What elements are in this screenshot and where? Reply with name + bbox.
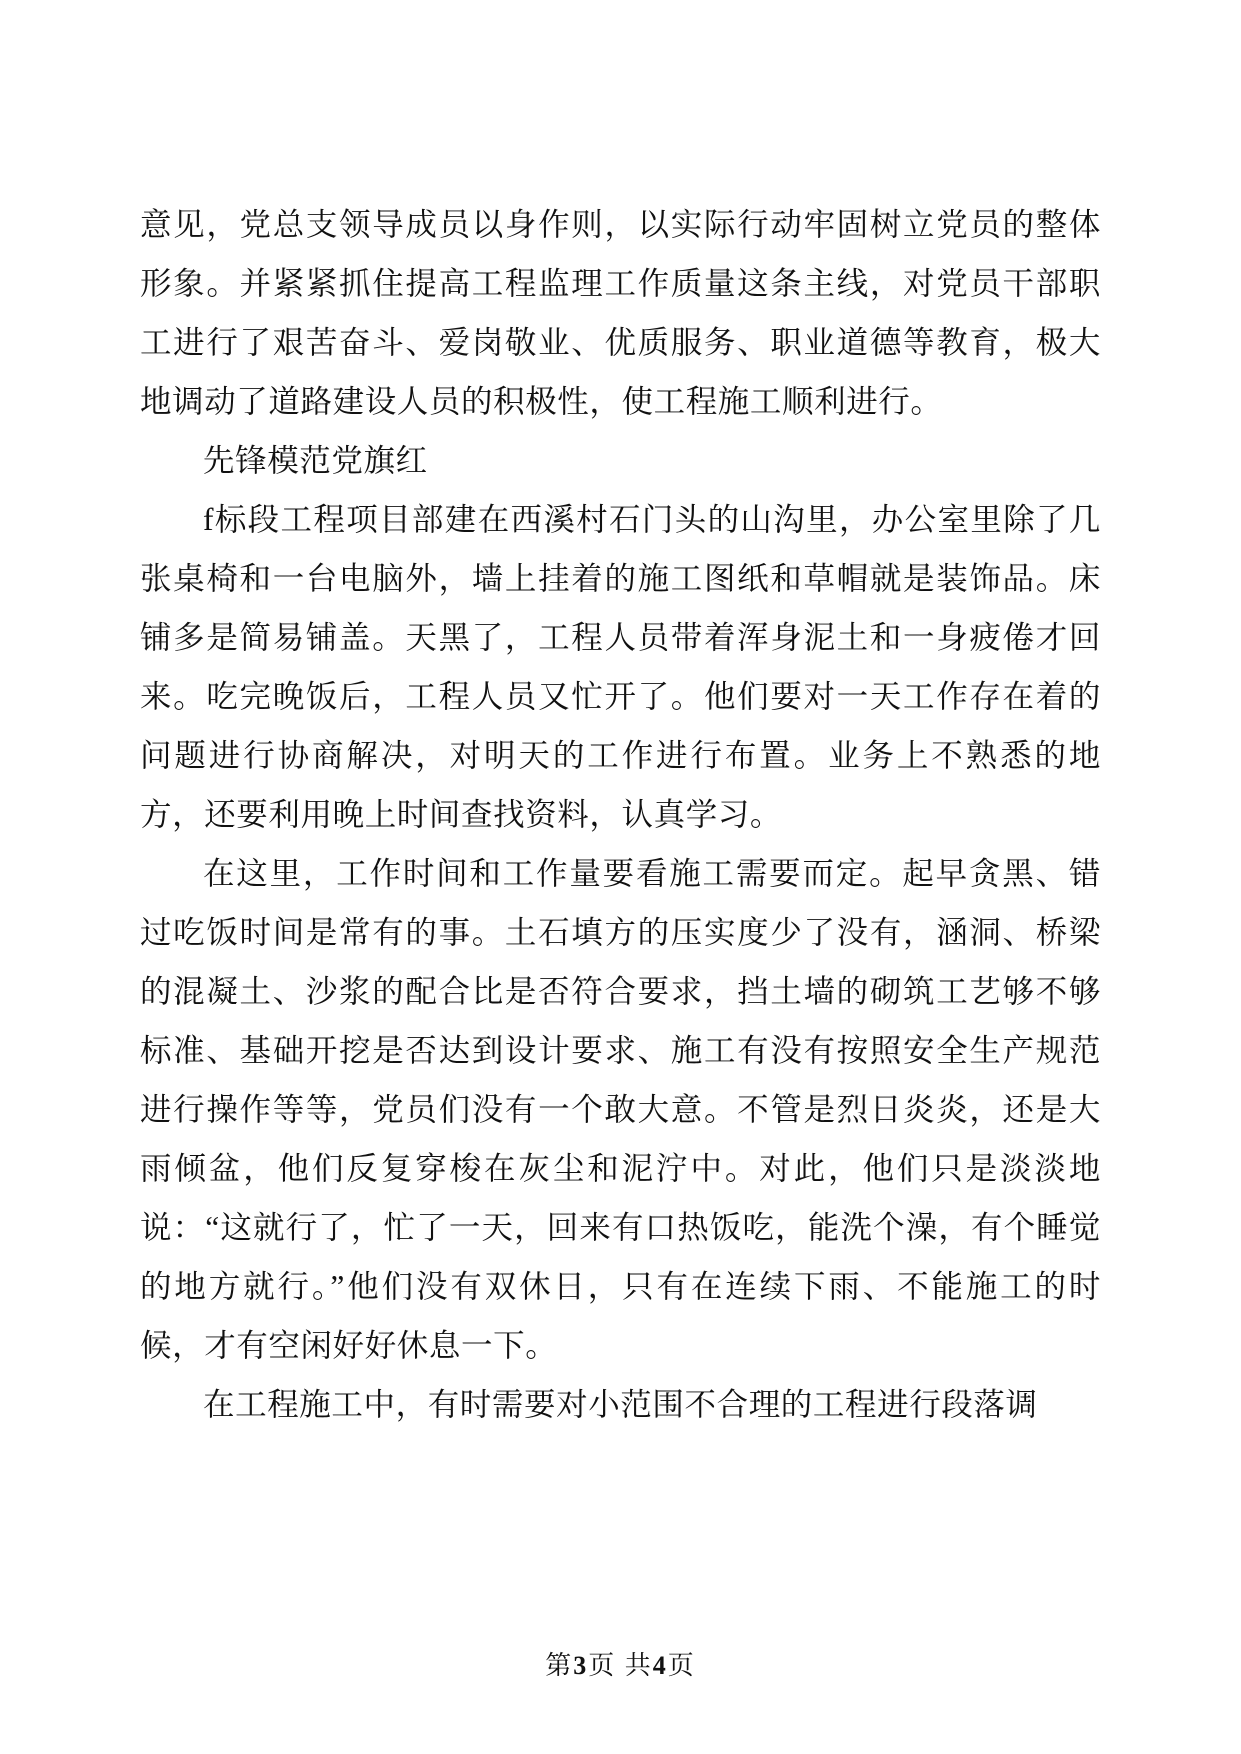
footer-total-pages: 4 bbox=[652, 1651, 668, 1680]
page-footer bbox=[0, 1645, 1241, 1682]
footer-middle: 页 共 bbox=[588, 1651, 653, 1680]
footer-suffix: 页 bbox=[667, 1651, 696, 1680]
paragraph-1: 意见，党总支领导成员以身作则，以实际行动牢固树立党员的整体形象。并紧紧抓住提高工程监理工作质量这条主线，对党员干部职工进行了艰苦奋斗、爱岗敬业、优质服务、职业道德等教育，极大地调动了道路建设人员的积极性，使工程施工顺利进行。 bbox=[140, 207, 1101, 419]
document-body bbox=[140, 195, 1101, 1434]
footer-current-page: 3 bbox=[573, 1651, 589, 1680]
paragraph-5: 在工程施工中，有时需要对小范围不合理的工程进行段落调 bbox=[203, 1387, 1038, 1422]
paragraph-3: f标段工程项目部建在西溪村石门头的山沟里，办公室里除了几张桌椅和一台电脑外，墙上挂着的施工图纸和草帽就是装饰品。床铺多是简易铺盖。天黑了，工程人员带着浑身泥土和一身疲倦才回来。吃完晚饭后，工程人员又忙开了。他们要对一天工作存在着的问题进行协商解决，对明天的工作进行布置。业务上不熟悉的地方，还要利用晚上时间查找资料，认真学习。 bbox=[140, 502, 1101, 832]
paragraph-4: 在这里，工作时间和工作量要看施工需要而定。起早贪黑、错过吃饭时间是常有的事。土石填方的压实度少了没有，涵洞、桥梁的混凝土、沙浆的配合比是否符合要求，挡土墙的砌筑工艺够不够标准、基础开挖是否达到设计要求、施工有没有按照安全生产规范进行操作等等，党员们没有一个敢大意。不管是烈日炎炎，还是大雨倾盆，他们反复穿梭在灰尘和泥泞中。对此，他们只是淡淡地说：“这就行了，忙了一天，回来有口热饭吃，能洗个澡，有个睡觉的地方就行。”他们没有双休日，只有在连续下雨、不能施工的时候，才有空闲好好休息一下。 bbox=[140, 856, 1101, 1363]
footer-prefix: 第 bbox=[545, 1651, 574, 1680]
paragraph-heading-vanguard: 先锋模范党旗红 bbox=[203, 443, 428, 478]
